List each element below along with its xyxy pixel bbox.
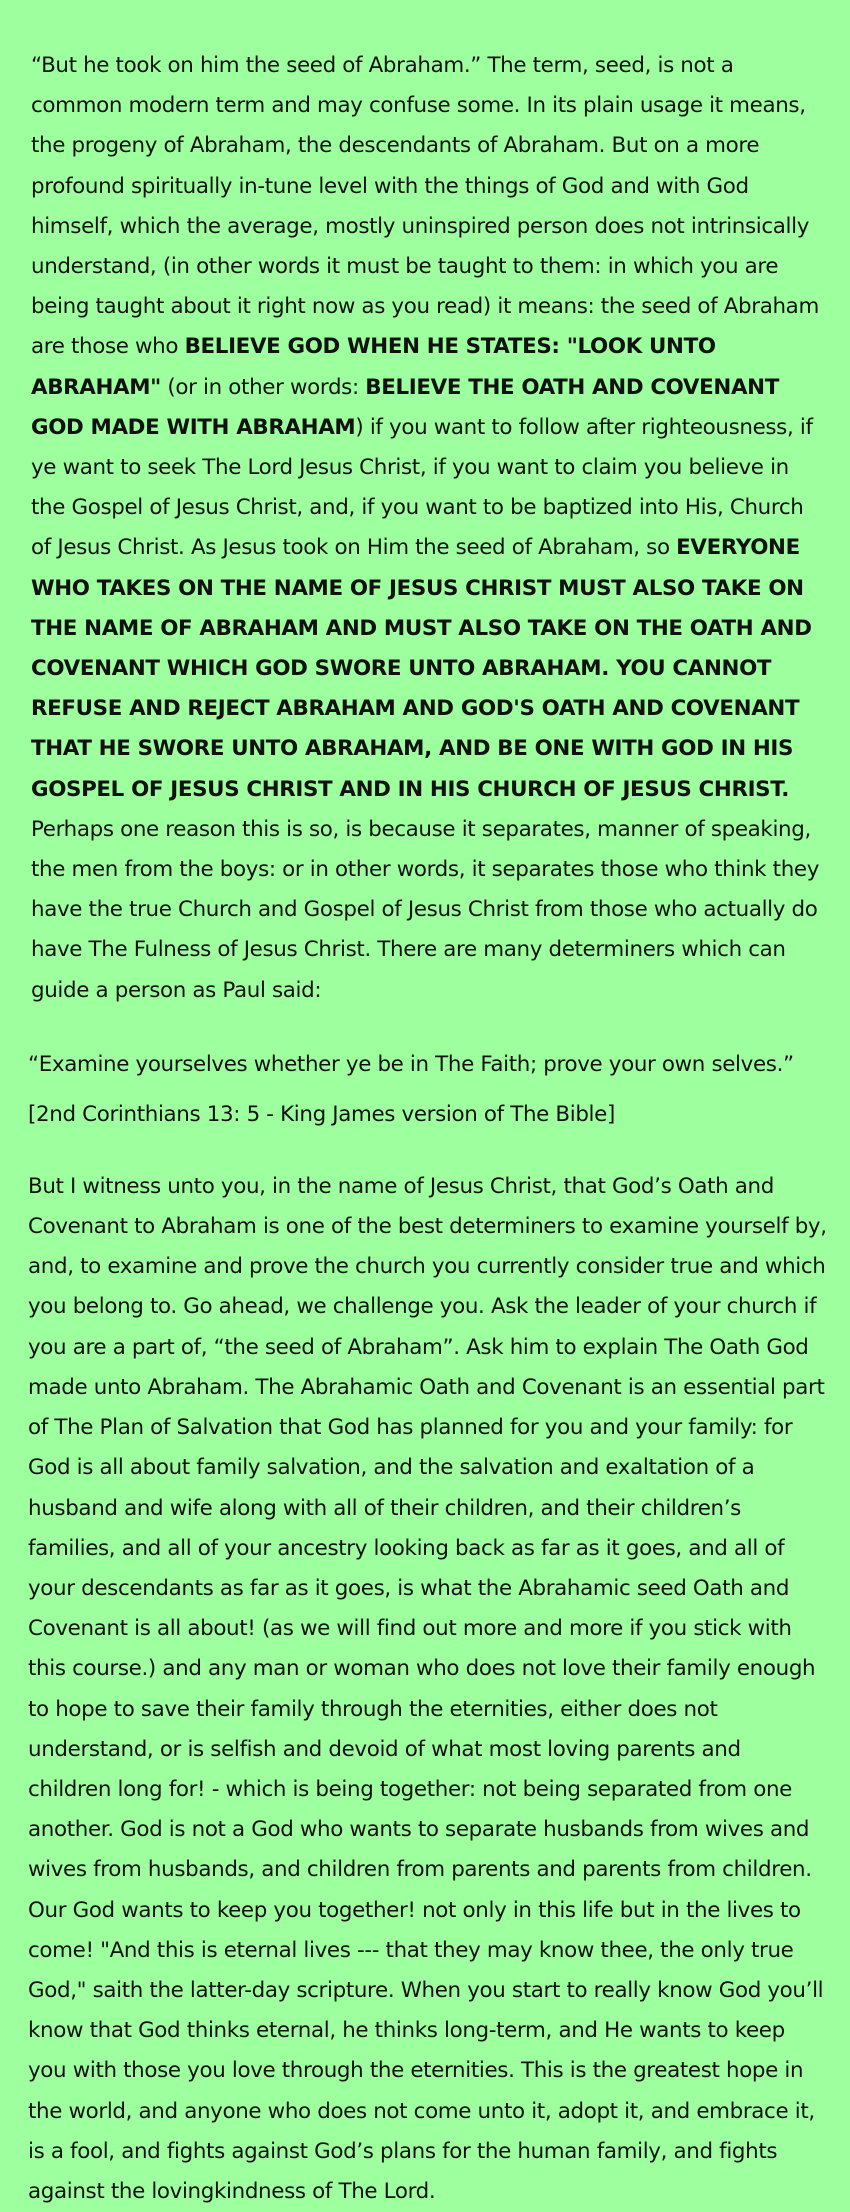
paragraph1-emphasis-3: EVERYONE WHO TAKES ON THE NAME OF JESUS CHRIST MUST ALSO TAKE ON THE NAME OF ABRAHAM AND MUST ALSO TAKE ON THE OATH AND COVENANT WHICH GOD SWORE UNTO ABRAHAM. YOU CANNOT REFUSE AND REJECT ABRAHAM AND GOD'S OATH AND COVENANT THAT HE SWORE UNTO ABRAHAM, AND BE ONE WITH GOD IN HIS GOSPEL OF JESUS CHRIST AND IN HIS CHURCH OF JESUS CHRIST. <box>31 535 812 802</box>
paragraph-witness: But I witness unto you, in the name of Jesus Christ, that God’s Oath and Covenant to Abraham is one of the best determiners to examine yourself by, and, to examine and prove the church you currently consider true and which you belong to. Go ahead, we challenge you. Ask the leader of your church if you are a part of, “the seed of Abraham”. Ask him to explain The Oath God made unto Abraham. The Abrahamic Oath and Covenant is an essential part of The Plan of Salvation that God has planned for you and your family: for God is all about family salvation, and the salvation and exaltation of a husband and wife along with all of their children, and their children’s families, and all of your ancestry looking back as far as it goes, and all of your descendants as far as it goes, is what the Abrahamic seed Oath and Covenant is all about! (as we will find out more and more if you stick with this course.) and any man or woman who does not love their family enough to hope to save their family through the eternities, either does not understand, or is selfish and devoid of what most loving parents and children long for! - which is being together: not being separated from one another. God is not a God who wants to separate husbands from wives and wives from husbands, and children from parents and parents from children. Our God wants to keep you together! not only in this life but in the lives to come! "And this is eternal lives --- that they may know thee, the only true God," saith the latter-day scripture. When you start to really know God you’ll know that God thinks eternal, he thinks long-term, and He wants to keep you with those you love through the eternities. This is the greatest hope in the world, and anyone who does not come unto it, adopt it, and embrace it, is a fool, and fights against God’s plans for the human family, and fights against the lovingkindness of The Lord. <box>28 1173 827 2204</box>
paragraph-seed-of-abraham <box>28 46 828 1011</box>
paragraph1-text-1: “But he took on him the seed of Abraham.” The term, seed, is not a common modern term and may confuse some. In its plain usage it means, the progeny of Abraham, the descendants of Abraham. But on a more profound spiritually in-tune level with the things of God and with God himself, which the average, mostly uninspired person does not intrinsically understand, (in other words it must be taught to them: in which you are being taught about it right now as you read) it means: the seed of Abraham are those who <box>31 53 819 360</box>
paragraph1-text-2: (or in other words: <box>160 374 366 400</box>
scripture-quote: “Examine yourselves whether ye be in The Faith; prove your own selves.” <box>28 1051 794 1077</box>
paragraph1-emphasis-2: BELIEVE THE OATH AND COVENANT GOD MADE WITH ABRAHAM <box>31 374 779 440</box>
scripture-reference: [2nd Corinthians 13: 5 - King James version of The Bible] <box>28 1101 615 1127</box>
paragraph1-text-4: Perhaps one reason this is so, is because it separates, manner of speaking, the men from the boys: or in other words, it separates those who think they have the true Church and Gospel of Jesus Christ from those who actually do have The Fulness of Jesus Christ. There are many determiners which can guide a person as Paul said: <box>31 816 820 1003</box>
paragraph1-emphasis-1: BELIEVE GOD WHEN HE STATES: "LOOK UNTO ABRAHAM" <box>31 334 716 400</box>
paragraph1-text-3: ) if you want to follow after righteousness, if ye want to seek The Lord Jesus Christ, if you want to claim you believe in the Gospel of Jesus Christ, and, if you want to be baptized into His, Church of Jesus Christ. As Jesus took on Him the seed of Abraham, so <box>31 414 813 561</box>
